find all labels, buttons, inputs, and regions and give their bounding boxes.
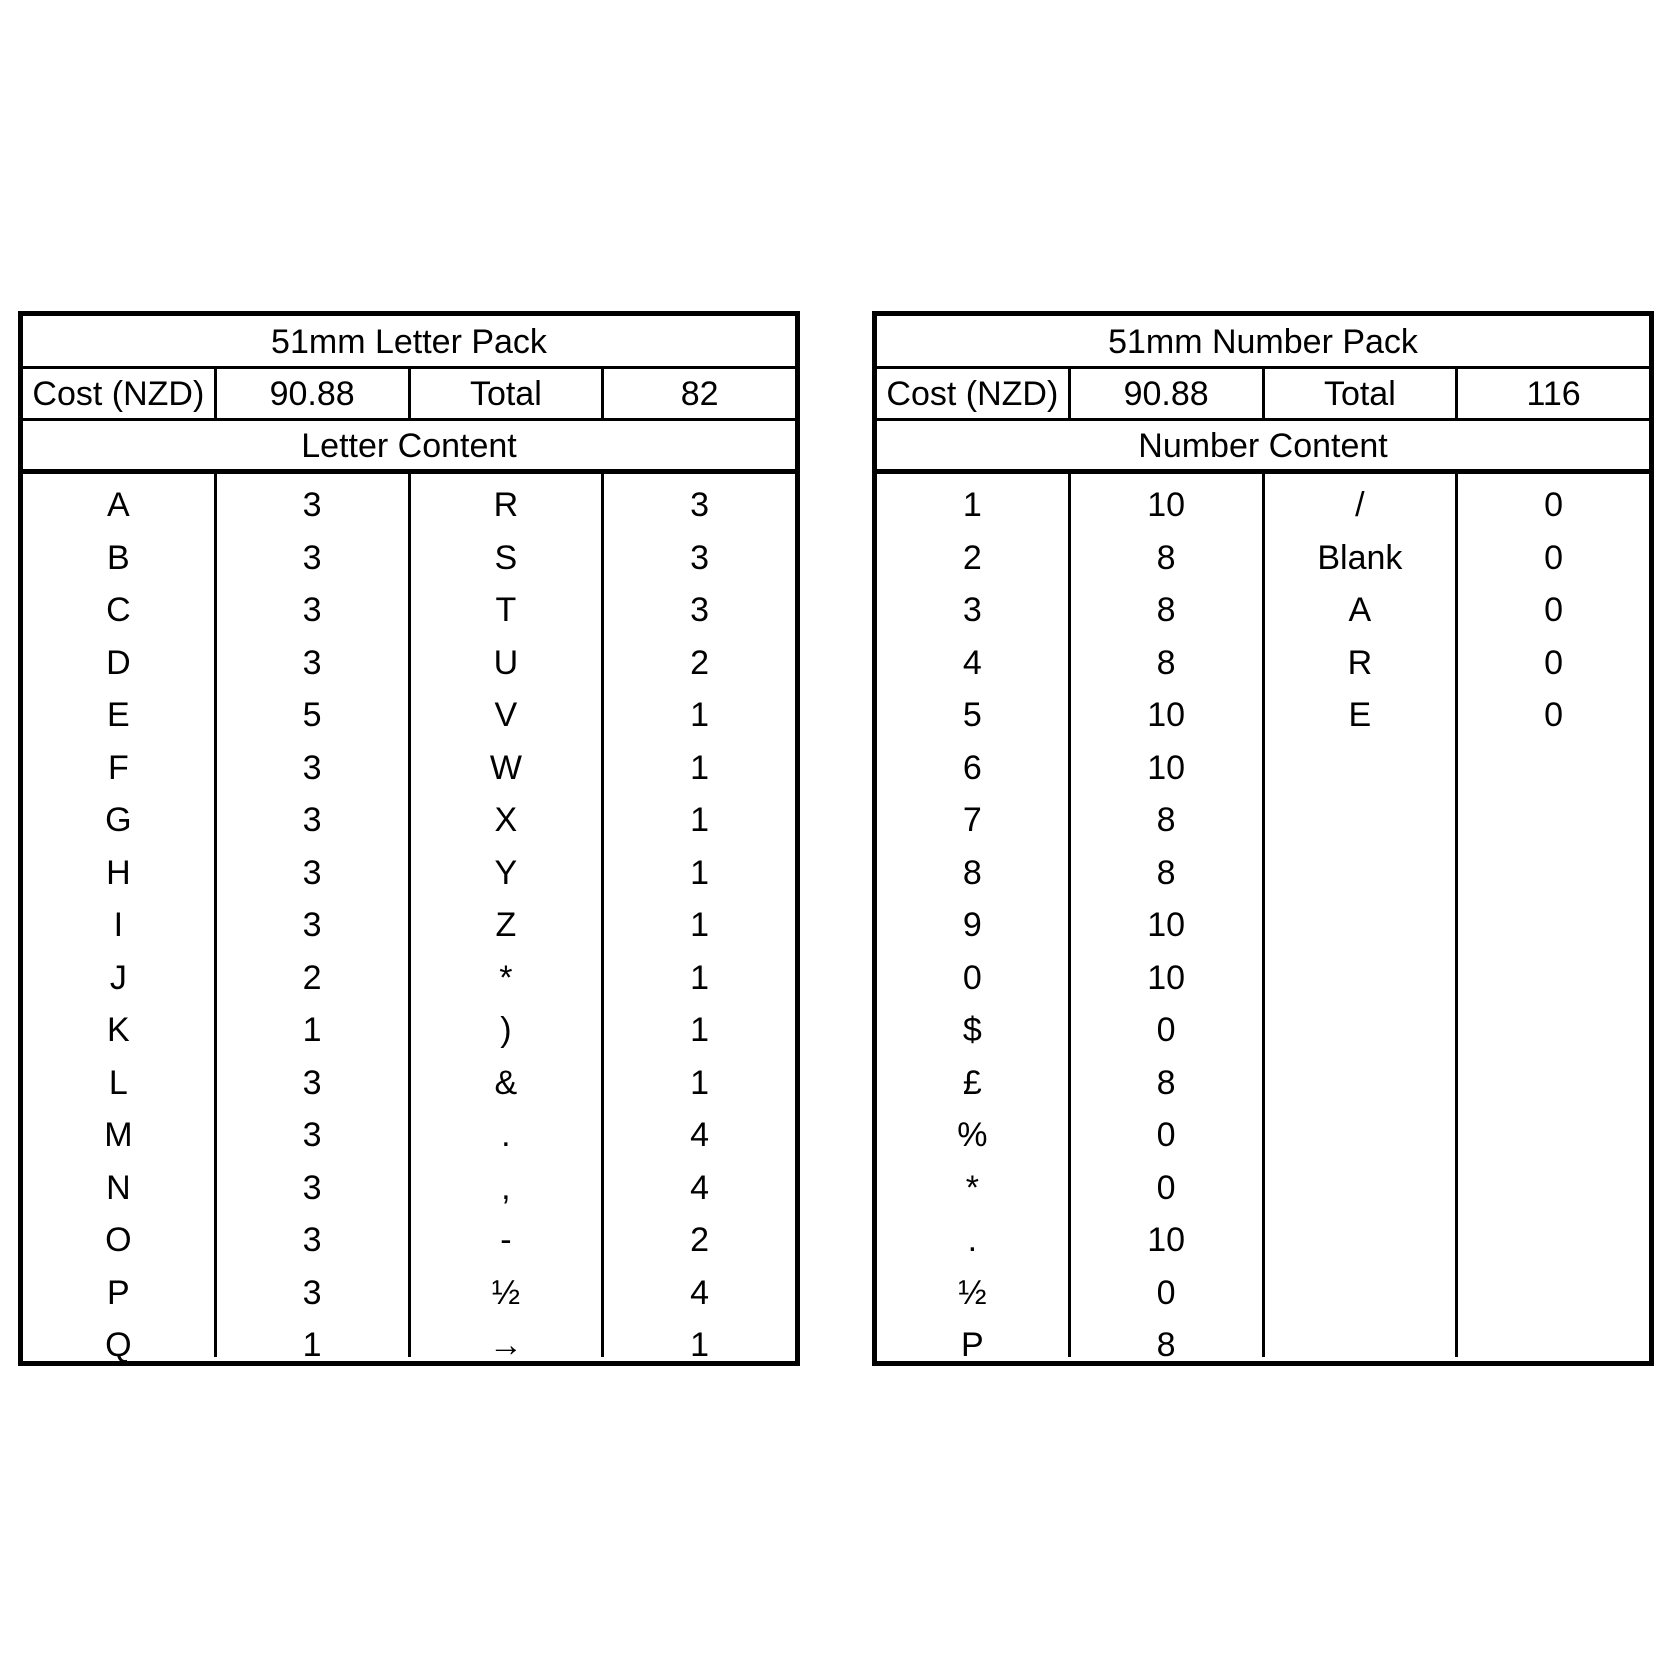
total-label: Total	[408, 369, 602, 418]
table-cell: 0	[962, 958, 982, 997]
table-cell: *	[965, 1168, 979, 1207]
table-cell: 3	[962, 591, 982, 629]
cost-label: Cost (NZD)	[32, 375, 205, 413]
table-cell: P	[961, 1326, 984, 1364]
table-cell: 5	[302, 696, 322, 734]
table-cell: I	[113, 906, 124, 944]
table-cell: K	[107, 1011, 130, 1049]
table-cell: 0	[1544, 643, 1564, 682]
character-column	[1262, 474, 1456, 1357]
table-cell: W	[489, 748, 522, 787]
number-pack-table	[872, 311, 1654, 1366]
table-cell: 1	[302, 1326, 322, 1364]
character-column	[23, 474, 214, 1364]
character-column	[877, 474, 1068, 1364]
table-cell: O	[105, 1221, 132, 1259]
table-cell: -	[500, 1221, 512, 1259]
table-cell: 2	[690, 643, 710, 682]
table-cell: 1	[690, 801, 710, 839]
table-cell: 0	[1156, 1011, 1176, 1049]
pack-title-row	[877, 316, 1649, 369]
table-cell: 10	[1147, 748, 1186, 787]
table-cell: 3	[302, 1116, 322, 1154]
table-cell: T	[495, 591, 517, 629]
table-cell: 1	[690, 853, 710, 892]
cost-label: Cost (NZD)	[886, 375, 1059, 413]
table-cell: 8	[1156, 1326, 1176, 1364]
pack-title: 51mm Number Pack	[1108, 323, 1418, 361]
character-column	[408, 474, 602, 1364]
table-cell: ½	[958, 1273, 987, 1312]
table-cell: 4	[690, 1273, 710, 1312]
table-cell: R	[1347, 643, 1373, 682]
table-cell: 1	[690, 1326, 710, 1364]
table-cell: X	[494, 801, 518, 839]
table-cell: 3	[690, 538, 710, 577]
table-cell: 1	[690, 696, 710, 734]
table-cell: V	[494, 696, 518, 734]
pack-summary-row	[877, 369, 1649, 421]
table-cell: .	[501, 1116, 511, 1154]
table-cell: 3	[302, 906, 322, 944]
table-cell: U	[493, 643, 519, 682]
table-cell: 1	[690, 958, 710, 997]
table-cell: 5	[962, 696, 982, 734]
table-cell: 3	[690, 591, 710, 629]
table-cell: )	[500, 1011, 512, 1049]
table-cell: L	[108, 1063, 128, 1102]
table-cell: 2	[690, 1221, 710, 1259]
table-cell: 10	[1147, 486, 1186, 524]
table-cell: ,	[501, 1168, 511, 1207]
table-cell: 3	[302, 1063, 322, 1102]
table-cell: 0	[1156, 1168, 1176, 1207]
table-cell: 4	[690, 1116, 710, 1154]
quantity-column	[1455, 474, 1649, 1357]
cost-value: 90.88	[214, 369, 408, 418]
table-cell: 3	[302, 748, 322, 787]
table-cell: .	[967, 1221, 978, 1259]
table-cell: 3	[690, 486, 710, 524]
content-grid	[877, 474, 1649, 1364]
table-cell: Y	[494, 853, 518, 892]
table-cell: Z	[495, 906, 517, 944]
table-cell: G	[105, 801, 132, 839]
table-cell: 10	[1147, 958, 1186, 997]
table-cell: S	[494, 538, 518, 577]
table-cell: 0	[1156, 1116, 1176, 1154]
table-cell: R	[493, 486, 519, 524]
table-cell: 1	[690, 748, 710, 787]
table-cell: B	[107, 538, 130, 577]
table-cell: 8	[1156, 1063, 1176, 1102]
content-heading-row	[877, 421, 1649, 474]
table-cell: 3	[302, 801, 322, 839]
quantity-column	[214, 474, 408, 1364]
table-cell: 4	[690, 1168, 710, 1207]
table-cell: %	[957, 1116, 988, 1154]
content-heading: Number Content	[1138, 427, 1388, 465]
table-cell: D	[106, 643, 131, 682]
table-cell: /	[1355, 486, 1365, 524]
table-cell: 0	[1544, 591, 1564, 629]
quantity-column	[1068, 474, 1262, 1364]
table-cell: 10	[1147, 696, 1186, 734]
table-cell: 8	[1156, 801, 1176, 839]
table-cell: 0	[1544, 538, 1564, 577]
table-cell: J	[109, 958, 127, 997]
pack-title-row	[23, 316, 795, 369]
table-cell: P	[107, 1273, 130, 1312]
table-cell: N	[106, 1168, 131, 1207]
table-cell: 8	[1156, 853, 1176, 892]
table-cell: 3	[302, 486, 322, 524]
content-grid	[23, 474, 795, 1364]
table-cell: 3	[302, 1273, 322, 1312]
table-cell: 1	[690, 906, 710, 944]
total-value: 116	[1455, 369, 1649, 418]
table-cell: 8	[1156, 538, 1176, 577]
table-cell: 4	[962, 643, 982, 682]
table-cell: 2	[302, 958, 322, 997]
table-cell: 1	[302, 1011, 322, 1049]
table-cell: ½	[491, 1273, 521, 1312]
table-cell: 0	[1544, 696, 1564, 734]
table-cell: 1	[962, 486, 982, 524]
table-cell: 10	[1147, 1221, 1186, 1259]
table-cell: 3	[302, 591, 322, 629]
cost-value: 90.88	[1068, 369, 1262, 418]
table-cell: E	[107, 696, 130, 734]
table-cell: A	[1348, 591, 1372, 629]
total-value: 82	[601, 369, 795, 418]
pack-summary-row	[23, 369, 795, 421]
table-cell: *	[499, 958, 513, 997]
table-cell: 2	[962, 538, 982, 577]
table-cell: 8	[1156, 591, 1176, 629]
table-cell: 3	[302, 1221, 322, 1259]
content-heading-row	[23, 421, 795, 474]
table-cell: $	[962, 1011, 982, 1049]
table-cell: £	[962, 1063, 982, 1102]
table-cell: E	[1348, 696, 1372, 734]
table-cell: 7	[962, 801, 982, 839]
quantity-column	[601, 474, 795, 1364]
table-cell: 9	[962, 906, 982, 944]
content-heading: Letter Content	[301, 427, 517, 465]
table-cell: 8	[1156, 643, 1176, 682]
pack-title: 51mm Letter Pack	[271, 323, 547, 361]
table-cell: F	[107, 748, 129, 787]
table-cell: →	[488, 1326, 523, 1364]
table-cell: 3	[302, 643, 322, 682]
table-cell: M	[104, 1116, 133, 1154]
table-cell: 8	[962, 853, 982, 892]
table-cell: 0	[1544, 486, 1564, 524]
table-cell: 1	[690, 1063, 710, 1102]
table-cell: &	[494, 1063, 518, 1102]
table-cell: Blank	[1317, 538, 1403, 577]
table-cell: 1	[690, 1011, 710, 1049]
table-cell: H	[106, 853, 131, 892]
table-cell: 0	[1156, 1273, 1176, 1312]
table-cell: 3	[302, 1168, 322, 1207]
table-cell: Q	[105, 1326, 132, 1364]
total-label: Total	[1262, 369, 1456, 418]
table-cell: 10	[1147, 906, 1186, 944]
table-cell: 6	[962, 748, 982, 787]
table-cell: 3	[302, 538, 322, 577]
letter-pack-table	[18, 311, 800, 1366]
table-cell: C	[106, 591, 131, 629]
table-cell: A	[107, 486, 130, 524]
table-cell: 3	[302, 853, 322, 892]
